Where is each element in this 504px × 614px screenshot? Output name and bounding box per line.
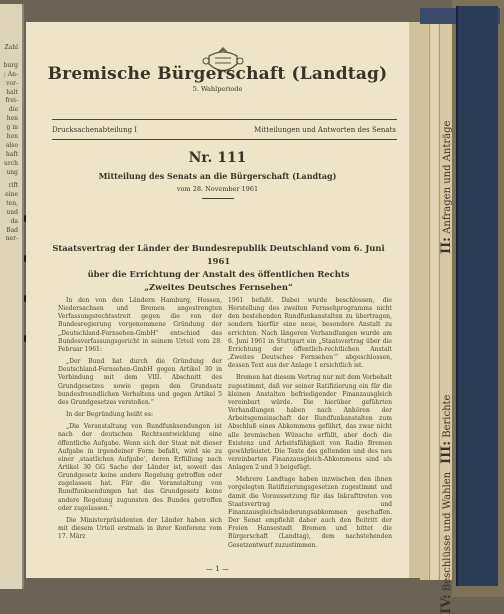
body-column-left (58, 297, 222, 545)
previous-page-text-fragment: hen (6, 115, 18, 123)
treaty-heading-line: über die Errichtung der Anstalt des öffentlichen Rechts (87, 269, 350, 279)
previous-page-text-fragment: g in (6, 124, 18, 132)
binder-spine (456, 6, 498, 586)
previous-page-text-fragment: und (6, 208, 18, 216)
previous-page-text-fragment: halt (6, 88, 18, 96)
tab-berichte[interactable] (439, 395, 454, 464)
previous-page-text-fragment: da (10, 217, 18, 225)
previous-page-text-fragment: Bad (6, 226, 18, 234)
previous-page-edge (0, 4, 24, 589)
body-paragraph: Die Ministerpräsidenten der Länder haben sich mit diesem Urteil erstmals in ihrer Konferenz vom 17. März (58, 516, 222, 541)
page-stack-edge (409, 22, 420, 578)
tab-beschluesse-wahlen[interactable] (439, 472, 454, 614)
header-rule (52, 139, 397, 140)
previous-page-text-fragment: ten, (6, 199, 18, 207)
document-date: vom 28. November 1961 (176, 185, 259, 193)
previous-page-text-middle (0, 182, 20, 244)
previous-page-text-top (0, 44, 20, 178)
body-paragraph: 1961 befaßt. Dabei wurde beschlossen, die Herstellung des zweiten Fernsehprogramms nicht den bestehenden Rundfunkanstalten zu übertragen, sondern hierfür eine neue, besondere Anstalt zu errichten. Nach längeren Verhandlungen wurde am 6. Juni 1961 in Stuttgart ein „Staatsvertrag über die Errichtung der öffentlich-rechtlichen Anstalt ‚Zweites Deutsches Fernsehen‘“ abgeschlossen, dessen Text aus der Anlage 1 ersichtlich ist. (228, 297, 392, 370)
department-label: Drucksachenabteilung I (52, 126, 138, 134)
section-label: Mitteilungen und Antworten des Senats (254, 126, 396, 134)
tab-anfragen-antraege[interactable] (439, 121, 454, 254)
previous-page-text-fragment: vor- (6, 79, 18, 87)
header-rule (52, 119, 397, 120)
legislative-period: 5. Wahlperiode (192, 85, 243, 93)
tab-label-text: Berichte (442, 394, 453, 438)
previous-page-text-fragment: hen (6, 133, 18, 141)
previous-page-text-fragment: die (8, 106, 18, 114)
divider-tab-strip (420, 24, 428, 580)
tab-label-text: Beschlüsse und Wahlen (442, 471, 453, 592)
previous-page-text-fragment: urch (4, 159, 18, 167)
previous-page-text-fragment: ; An- (3, 70, 18, 78)
tab-roman-numeral: IV: (439, 594, 454, 614)
previous-page-text-fragment: haft (5, 150, 18, 158)
previous-page-text-fragment: ner- (5, 235, 18, 243)
tab-label-text: Anfragen und Anträge (442, 120, 453, 234)
previous-page-text-fragment: rift (8, 182, 18, 189)
body-paragraph: In der Begründung heißt es: (66, 411, 154, 419)
document-number: Nr. 111 (188, 150, 247, 166)
previous-page-text-fragment: ung (6, 168, 18, 176)
short-divider (202, 198, 234, 199)
divider-tab-strip (429, 24, 438, 580)
treaty-heading-line: „Zweites Deutsches Fernsehen“ (144, 282, 293, 292)
previous-page-text-fragment: also (5, 141, 18, 149)
document-subject: Mitteilung des Senats an die Bürgerschaft (Landtag) (98, 171, 337, 181)
parliament-title: Bremische Bürgerschaft (Landtag) (47, 64, 388, 84)
body-paragraph: Bremen hat diesem Vertrag nur mit dem Vorbehalt zugestimmt, daß vor seiner Ratifizierung ein für die kleinen Anstalten befriedigender Finanzausgleich vereinbart würde. Die hierüber geführten Verhandlungen haben nach Anhören der Arbeitsgemeinschaft der Rundfunkanstalten zum Abschluß eines Abkommens geführt, das zwar nicht alle bremischen Wünsche erfüllt, aber doch die Existenz und Arbeitsfähigkeit von Radio Bremen gewährleistet. Die Texte des geltenden und des neu vereinbarten Finanzausgleich-Abkommens sind als Anlagen 2 und 3 beigefügt. (228, 374, 392, 472)
body-paragraph: Mehrere Landtage haben inzwischen den ihnen vorgelegten Ratifizierungsgesetzen zugestimmt und damit die Voraussetzung für das Inkrafttreten von Staatsvertrag und Finanzausgleichsänderungsabkommen geschaffen. Der Senat empfiehlt daher auch den Beitritt der Freien Hansestadt Bremen und bittet die Bürgerschaft (Landtag), dem nachstehenden Gesetzentwurf zuzustimmen. (228, 476, 392, 549)
tab-roman-numeral: III: (439, 440, 454, 464)
divider-tabs (420, 24, 454, 614)
tab-roman-numeral: II: (439, 237, 454, 254)
page-number: — 1 — (206, 565, 229, 573)
previous-page-text-fragment: burg (3, 61, 18, 69)
body-column-right (228, 297, 392, 554)
body-paragraph: „Die Veranstaltung von Rundfunksendungen ist nach der deutschen Rechtsentwicklung eine öffentliche Aufgabe. Wenn sich der Staat mit dieser Aufgabe in irgendeiner Form befaßt, wird sie zu einer ‚staatlichen Aufgabe‘, deren Erfüllung nach Artikel 30 GG Sache der Länder ist, soweit das Grundgesetz keine andere Regelung getroffen oder zugelassen hat. Für die Veranstaltung von Rundfunksendungen hat das Grundgesetz keine andere Regelung zugunsten des Bundes getroffen oder zugelassen.“ (58, 423, 222, 512)
treaty-heading-line: Staatsvertrag der Länder der Bundesrepublik Deutschland vom 6. Juni 1961 (52, 243, 385, 266)
previous-page-text-fragment: eine (5, 190, 18, 198)
previous-page-text-fragment (0, 53, 20, 62)
body-paragraph: „Der Bund hat durch die Gründung der Deutschland-Fernsehen-GmbH gegen Artikel 30 in Verbindung mit dem VIII. Abschnitt des Grundgesetzes sowie gegen den Grundsatz bundesfreundlichen Verhaltens und gegen Artikel 5 des Grundgesetzes verstoßen.“ (58, 358, 222, 406)
previous-page-text-fragment: frei- (5, 97, 18, 105)
body-paragraph: In den von den Ländern Hamburg, Hessen, Niedersachsen und Bremen angestrengten Verfassungsrechtsstreit gegen die von der Bundesregierung vorgenommene Gründung der „Deutschland-Fernsehen-GmbH“ entschied das Bundesverfassungsgericht in seinem Urteil vom 28. Februar 1961: (58, 297, 222, 353)
treaty-heading (46, 242, 391, 294)
previous-page-text-fragment: Zahl (4, 44, 18, 51)
